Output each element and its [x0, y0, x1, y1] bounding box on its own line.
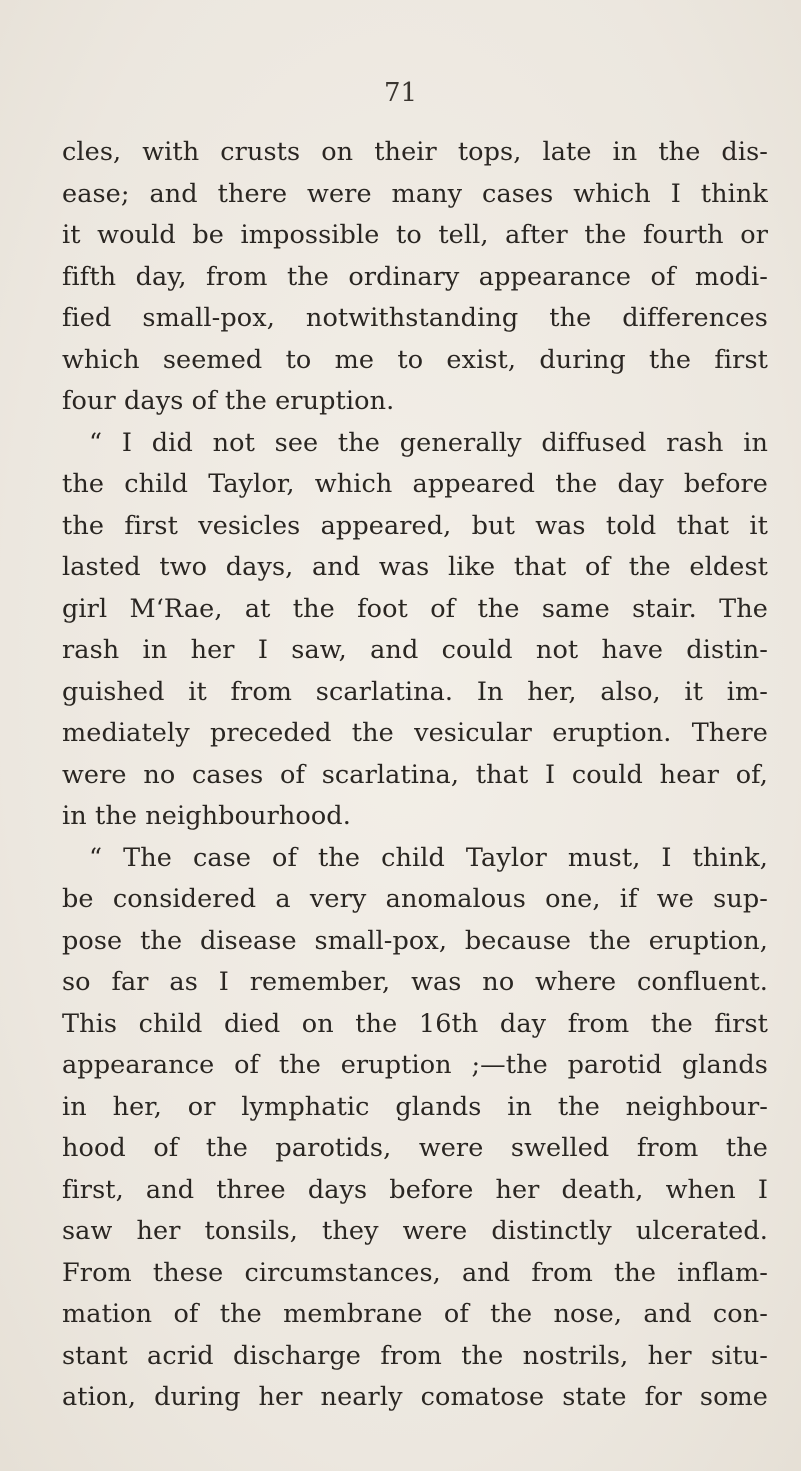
text-line: the child Taylor, which appeared the day before	[62, 469, 768, 499]
text-line: “ The case of the child Taylor must, I think,	[89, 842, 768, 873]
text-line: This child died on the 16th day from the first	[62, 1008, 768, 1039]
text-line: mediately preceded the vesicular eruption. There	[62, 718, 768, 748]
text-line: four days of the eruption.	[62, 386, 395, 416]
text-line: guished it from scarlatina. In her, also, it im-	[62, 676, 768, 707]
text-line: “ I did not see the generally diffused rash in	[89, 427, 768, 458]
text-line: rash in her I saw, and could not have distin-	[62, 635, 768, 665]
text-line: in the neighbourhood.	[62, 801, 351, 831]
text-line: were no cases of scarlatina, that I could hear of,	[62, 759, 768, 790]
body-text	[62, 132, 768, 1419]
text-line: be considered a very anomalous one, if we sup-	[62, 884, 768, 914]
text-line: mation of the membrane of the nose, and con-	[62, 1299, 768, 1329]
text-line: fied small-pox, notwithstanding the differences	[62, 303, 768, 333]
text-line: hood of the parotids, were swelled from the	[62, 1133, 768, 1163]
text-line: fifth day, from the ordinary appearance of modi-	[62, 261, 768, 292]
text-line: first, and three days before her death, when I	[62, 1174, 768, 1205]
text-line: pose the disease small-pox, because the eruption,	[62, 925, 768, 956]
page-number: 71	[383, 78, 418, 108]
text-line: it would be impossible to tell, after the fourth or	[62, 220, 768, 250]
text-line: so far as I remember, was no where confluent.	[62, 967, 768, 997]
text-line: which seemed to me to exist, during the first	[62, 344, 768, 375]
text-line: ation, during her nearly comatose state for some	[62, 1382, 768, 1412]
text-line: in her, or lymphatic glands in the neighbour-	[62, 1091, 768, 1122]
text-line: ease; and there were many cases which I think	[62, 178, 768, 209]
text-line: the first vesicles appeared, but was told that it	[62, 510, 768, 541]
text-line: lasted two days, and was like that of the eldest	[62, 552, 768, 582]
text-line: saw her tonsils, they were distinctly ulcerated.	[62, 1216, 768, 1246]
text-line: From these circumstances, and from the inflam-	[62, 1257, 768, 1288]
text-line: appearance of the eruption ;—the parotid glands	[62, 1050, 768, 1080]
text-line: girl M‘Rae, at the foot of the same stair. The	[62, 593, 768, 624]
text-line: cles, with crusts on their tops, late in the dis-	[62, 137, 768, 167]
text-line: stant acrid discharge from the nostrils, her situ-	[62, 1340, 768, 1371]
